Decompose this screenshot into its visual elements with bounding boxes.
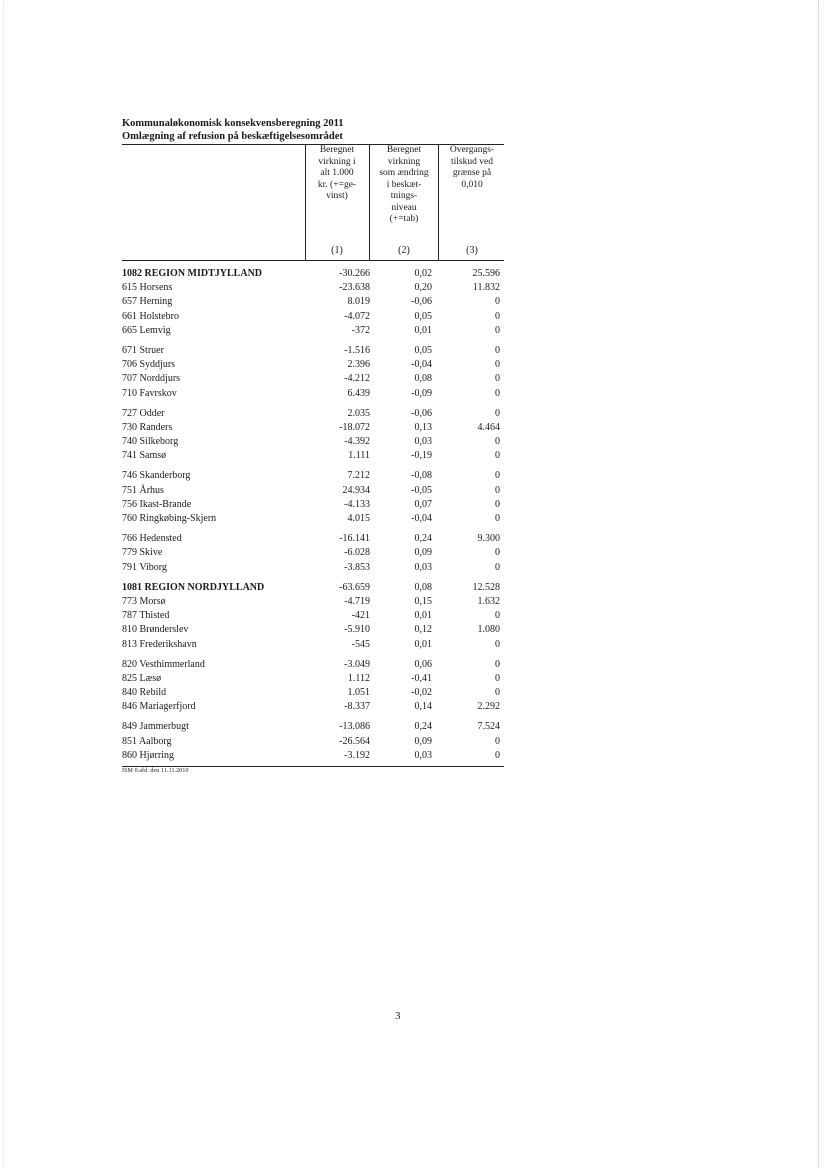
row-name: 615 Horsens xyxy=(122,282,173,294)
table-row xyxy=(122,344,504,358)
row-value-1: 1.112 xyxy=(347,672,370,684)
row-name: 661 Holstebro xyxy=(122,310,179,322)
row-name: 810 Brønderslev xyxy=(122,624,189,636)
page-edge-left xyxy=(3,0,4,1168)
row-name: 760 Ringkøbing-Skjern xyxy=(122,513,217,524)
row-value-1: -3.853 xyxy=(344,561,370,573)
row-value-1: -3.049 xyxy=(344,658,370,670)
row-name: 1081 REGION NORDJYLLAND xyxy=(122,581,265,593)
row-value-3: 0 xyxy=(495,436,500,448)
row-value-2: 0,02 xyxy=(414,268,432,279)
row-value-3: 1.632 xyxy=(477,595,500,607)
row-value-3: 0 xyxy=(495,735,500,747)
table-row xyxy=(122,749,504,763)
row-value-1: -6.028 xyxy=(344,547,370,559)
row-value-3: 12.528 xyxy=(472,581,500,593)
row-value-3: 0 xyxy=(495,324,500,336)
row-value-1: -63.659 xyxy=(339,581,370,593)
row-value-3: 0 xyxy=(495,547,500,559)
row-value-2: -0,04 xyxy=(411,513,432,524)
row-value-3: 0 xyxy=(495,344,500,356)
table-row xyxy=(122,672,504,686)
row-value-1: -8.337 xyxy=(344,701,370,713)
table-row xyxy=(122,658,504,672)
row-value-2: 0,07 xyxy=(414,498,432,510)
row-value-1: -16.141 xyxy=(339,533,370,545)
row-value-1: 1.051 xyxy=(347,687,370,699)
row-name: 706 Syddjurs xyxy=(122,359,176,371)
table-row xyxy=(122,686,504,700)
table-row-region xyxy=(122,267,504,281)
table-row xyxy=(122,281,504,295)
table-row xyxy=(122,295,504,309)
row-name: 707 Norddjurs xyxy=(122,373,181,385)
row-value-2: 0,08 xyxy=(414,373,432,385)
row-name: 756 Ikast-Brande xyxy=(122,498,192,510)
row-name: 840 Rebild xyxy=(122,687,167,699)
row-value-1: 4.015 xyxy=(347,513,370,524)
row-value-3: 0 xyxy=(495,638,500,650)
row-value-1: -4.392 xyxy=(344,436,370,448)
row-name: 751 Århus xyxy=(122,484,164,496)
table-row xyxy=(122,387,504,401)
row-value-2: -0,09 xyxy=(411,387,432,399)
row-value-2: 0,24 xyxy=(414,721,432,733)
column-header-block xyxy=(122,145,504,260)
row-value-1: -4.212 xyxy=(344,373,370,385)
row-value-3: 9.300 xyxy=(477,533,500,545)
table-row xyxy=(122,324,504,338)
row-value-1: -4.719 xyxy=(344,595,370,607)
row-value-2: 0,20 xyxy=(414,282,432,294)
table-row xyxy=(122,638,504,652)
row-value-2: -0,04 xyxy=(411,359,432,371)
row-value-2: 0,12 xyxy=(414,624,432,636)
row-value-3: 0 xyxy=(495,296,500,308)
bottom-rule xyxy=(122,766,504,767)
table-row xyxy=(122,595,504,609)
row-value-1: -30.266 xyxy=(339,268,370,279)
table-row xyxy=(122,358,504,372)
row-value-1: -372 xyxy=(351,324,370,336)
row-name: 710 Favrskov xyxy=(122,387,177,399)
row-value-1: -3.192 xyxy=(344,749,370,761)
row-value-2: 0,06 xyxy=(414,658,432,670)
column-header-1: Beregnet virkning i alt 1.000 kr. (+=ge- vinst) xyxy=(317,145,357,201)
row-value-2: 0,05 xyxy=(414,344,432,356)
title-line-1: Kommunaløkonomisk konsekvensberegning 2011 xyxy=(122,118,344,129)
row-value-2: 0,13 xyxy=(414,421,432,433)
row-value-1: 6.439 xyxy=(347,387,370,399)
column-header-3: Overgangs- tilskud ved grænse på 0,010 xyxy=(449,145,495,190)
row-value-3: 0 xyxy=(495,749,500,761)
row-value-3: 0 xyxy=(495,407,500,419)
row-value-3: 0 xyxy=(495,359,500,371)
row-value-2: -0,05 xyxy=(411,484,432,496)
row-value-2: 0,05 xyxy=(414,310,432,322)
row-name: 740 Silkeborg xyxy=(122,436,179,448)
row-value-2: 0,15 xyxy=(414,595,432,607)
row-name: 849 Jammerbugt xyxy=(122,721,189,733)
table-row xyxy=(122,609,504,623)
row-value-3: 4.464 xyxy=(477,421,500,433)
row-value-2: -0,06 xyxy=(411,296,432,308)
table-row xyxy=(122,546,504,560)
row-name: 657 Herning xyxy=(122,296,173,308)
table-row xyxy=(122,372,504,386)
row-value-1: 24.934 xyxy=(342,484,370,496)
row-value-3: 0 xyxy=(495,373,500,385)
column-divider-3 xyxy=(438,145,439,260)
row-value-2: -0,41 xyxy=(411,672,432,684)
row-value-3: 0 xyxy=(495,513,500,524)
row-value-3: 0 xyxy=(495,658,500,670)
row-value-2: 0,08 xyxy=(414,581,432,593)
row-value-3: 0 xyxy=(495,610,500,622)
column-number-2: (2) xyxy=(398,245,410,256)
row-name: 671 Struer xyxy=(122,344,164,356)
row-value-3: 0 xyxy=(495,310,500,322)
table-row xyxy=(122,469,504,483)
row-value-1: -421 xyxy=(351,610,370,622)
row-value-1: 7.212 xyxy=(347,470,370,482)
table-row xyxy=(122,435,504,449)
row-value-1: -18.072 xyxy=(339,421,370,433)
row-value-1: -5.910 xyxy=(344,624,370,636)
row-value-3: 25.596 xyxy=(472,268,500,279)
page-number: 3 xyxy=(395,1010,401,1022)
row-name: 779 Skive xyxy=(122,547,163,559)
row-value-1: 2.396 xyxy=(347,359,370,371)
row-value-3: 0 xyxy=(495,672,500,684)
row-value-3: 2.292 xyxy=(477,701,500,713)
row-value-3: 0 xyxy=(495,450,500,462)
table-row xyxy=(122,532,504,546)
row-value-3: 0 xyxy=(495,498,500,510)
column-number-1: (1) xyxy=(331,245,343,256)
row-name: 791 Viborg xyxy=(122,561,167,573)
row-value-2: -0,06 xyxy=(411,407,432,419)
title-line-2: Omlægning af refusion på beskæftigelsesområdet xyxy=(122,131,343,142)
table-row xyxy=(122,421,504,435)
row-value-1: -4.072 xyxy=(344,310,370,322)
row-value-2: 0,09 xyxy=(414,547,432,559)
row-value-1: -545 xyxy=(351,638,370,650)
row-value-3: 0 xyxy=(495,561,500,573)
row-name: 1082 REGION MIDTJYLLAND xyxy=(122,268,263,279)
row-value-3: 1.080 xyxy=(477,624,500,636)
row-value-1: -13.086 xyxy=(339,721,370,733)
row-name: 820 Vesthimmerland xyxy=(122,658,205,670)
table-row xyxy=(122,498,504,512)
row-value-2: -0,19 xyxy=(411,450,432,462)
table-row xyxy=(122,735,504,749)
column-divider-2 xyxy=(369,145,370,260)
row-value-2: 0,01 xyxy=(414,324,432,336)
table-row xyxy=(122,623,504,637)
row-name: 846 Mariagerfjord xyxy=(122,701,196,713)
column-divider-1 xyxy=(305,145,306,260)
table-row xyxy=(122,512,504,526)
table-row xyxy=(122,561,504,575)
row-value-2: -0,08 xyxy=(411,470,432,482)
row-value-2: 0,01 xyxy=(414,638,432,650)
table-row xyxy=(122,700,504,714)
footnote: ISM 0.afd. den 11.11.2010 xyxy=(122,768,189,774)
table-row xyxy=(122,720,504,734)
row-name: 851 Aalborg xyxy=(122,735,172,747)
row-value-1: -23.638 xyxy=(339,282,370,294)
row-value-1: 2.035 xyxy=(347,407,370,419)
table-row xyxy=(122,449,504,463)
row-name: 665 Lemvig xyxy=(122,324,171,336)
row-value-2: 0,14 xyxy=(414,701,432,713)
row-value-3: 0 xyxy=(495,387,500,399)
row-name: 860 Hjørring xyxy=(122,749,174,761)
row-name: 773 Morsø xyxy=(122,595,166,607)
row-name: 787 Thisted xyxy=(122,610,170,622)
table-row xyxy=(122,310,504,324)
column-number-3: (3) xyxy=(466,245,478,256)
row-value-1: 8.019 xyxy=(347,296,370,308)
row-value-2: 0,01 xyxy=(414,610,432,622)
row-value-3: 7.524 xyxy=(477,721,500,733)
row-value-3: 11.832 xyxy=(472,282,500,294)
row-name: 746 Skanderborg xyxy=(122,470,191,482)
row-value-3: 0 xyxy=(495,687,500,699)
page-edge-right xyxy=(818,0,819,1168)
table-row-region xyxy=(122,581,504,595)
row-value-1: -1.516 xyxy=(344,344,370,356)
row-value-2: -0,02 xyxy=(411,687,432,699)
table-body xyxy=(122,267,504,763)
row-value-2: 0,24 xyxy=(414,533,432,545)
table-row xyxy=(122,407,504,421)
row-name: 741 Samsø xyxy=(122,450,167,462)
row-value-3: 0 xyxy=(495,484,500,496)
row-value-1: -26.564 xyxy=(339,735,370,747)
column-header-2: Beregnet virkning som ændring i beskæt- tnings- niveau (+=tab) xyxy=(379,145,429,224)
row-value-2: 0,03 xyxy=(414,749,432,761)
row-value-1: -4.133 xyxy=(344,498,370,510)
row-value-1: 1.111 xyxy=(348,450,370,462)
row-name: 727 Odder xyxy=(122,407,165,419)
row-value-2: 0,03 xyxy=(414,436,432,448)
row-name: 766 Hedensted xyxy=(122,533,182,545)
row-name: 813 Frederikshavn xyxy=(122,638,197,650)
row-name: 825 Læsø xyxy=(122,672,162,684)
header-rule xyxy=(122,260,504,261)
table-row xyxy=(122,484,504,498)
row-value-2: 0,03 xyxy=(414,561,432,573)
row-value-3: 0 xyxy=(495,470,500,482)
row-name: 730 Randers xyxy=(122,421,173,433)
row-value-2: 0,09 xyxy=(414,735,432,747)
document-table xyxy=(122,117,504,774)
